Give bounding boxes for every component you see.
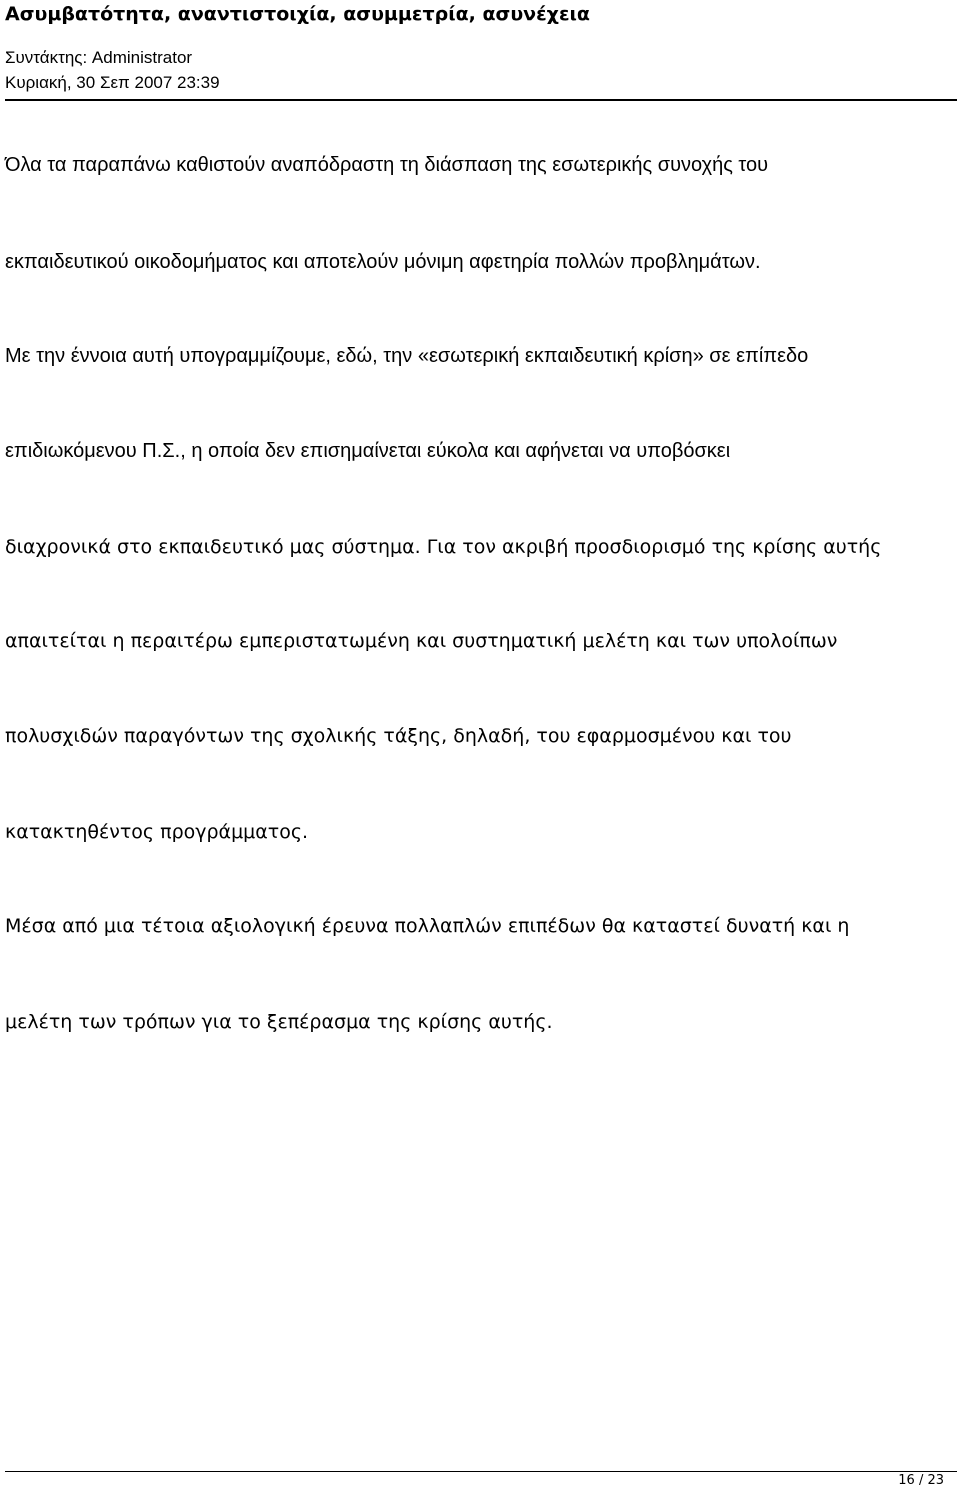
body-line: πολυσχιδών παραγόντων της σχολικής τάξης, δηλαδή, του εφαρμοσμένου και του xyxy=(5,725,792,747)
body-line: Όλα τα παραπάνω καθιστούν αναπόδραστη τη διάσπαση της εσωτερικής συνοχής του xyxy=(5,154,769,176)
body-line: εκπαιδευτικού οικοδομήματος και αποτελούν μόνιμη αφετηρία πολλών προβλημάτων. xyxy=(5,251,761,273)
page-number: 16 / 23 xyxy=(898,1473,944,1488)
body-line: απαιτείται η περαιτέρω εμπεριστατωμένη και συστηματική μελέτη και των υπολοίπων xyxy=(5,630,838,652)
body-line: διαχρονικά στο εκπαιδευτικό μας σύστημα. Για τον ακριβή προσδιορισμό της κρίσης αυτής xyxy=(5,536,882,558)
body-line: Με την έννοια αυτή υπογραμμίζουμε, εδώ, την «εσωτερική εκπαιδευτική κρίση» σε επίπεδο xyxy=(5,345,809,367)
header-divider xyxy=(5,99,957,101)
body-line: επιδιωκόμενου Π.Σ., η οποία δεν επισημαίνεται εύκολα και αφήνεται να υποβόσκει xyxy=(5,440,731,462)
footer-divider xyxy=(5,1471,957,1472)
date-line: Κυριακή, 30 Σεπ 2007 23:39 xyxy=(5,73,220,92)
body-line: Μέσα από μια τέτοια αξιολογική έρευνα πολλαπλών επιπέδων θα καταστεί δυνατή και η xyxy=(5,915,850,937)
document-title: Ασυμβατότητα, αναντιστοιχία, ασυμμετρία, ασυνέχεια xyxy=(5,3,590,25)
author-line: Συντάκτης: Administrator xyxy=(5,48,193,67)
body-line: μελέτη των τρόπων για το ξεπέρασμα της κρίσης αυτής. xyxy=(5,1011,553,1033)
body-line: κατακτηθέντος προγράμματος. xyxy=(5,821,309,843)
